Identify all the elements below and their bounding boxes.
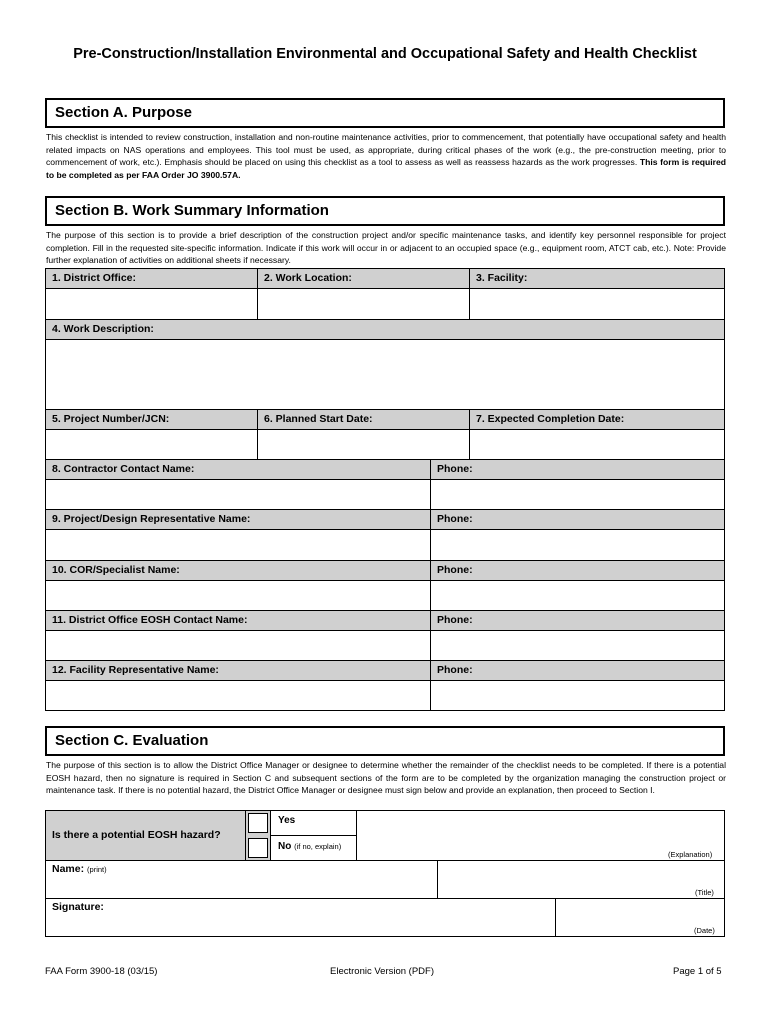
planned-start-date-field[interactable]	[257, 429, 470, 460]
contractor-contact-field[interactable]	[45, 479, 431, 510]
eosh-contact-label: 11. District Office EOSH Contact Name:	[45, 610, 431, 631]
no-label: No	[278, 841, 292, 852]
no-label-group	[278, 841, 341, 852]
section-a-text	[46, 131, 726, 181]
project-rep-phone-label: Phone:	[430, 509, 725, 530]
yes-label: Yes	[278, 815, 296, 826]
page-number: Page 1 of 5	[673, 966, 722, 977]
eosh-contact-field[interactable]	[45, 630, 431, 661]
facility-field[interactable]	[469, 288, 725, 320]
work-location-label: 2. Work Location:	[257, 268, 470, 289]
eosh-phone-label: Phone:	[430, 610, 725, 631]
cor-phone-label: Phone:	[430, 560, 725, 581]
facility-rep-phone-field[interactable]	[430, 680, 725, 711]
form-number: FAA Form 3900-18 (03/15)	[45, 966, 158, 977]
facility-label: 3. Facility:	[469, 268, 725, 289]
project-number-field[interactable]	[45, 429, 258, 460]
electronic-version: Electronic Version (PDF)	[330, 966, 435, 977]
facility-rep-label: 12. Facility Representative Name:	[45, 660, 431, 681]
planned-start-date-label: 6. Planned Start Date:	[257, 409, 470, 430]
date-caption: (Date)	[694, 926, 715, 935]
project-rep-phone-field[interactable]	[430, 529, 725, 561]
work-description-field[interactable]	[45, 339, 725, 410]
name-label: Name:	[52, 863, 85, 875]
section-c-header: Section C. Evaluation	[45, 726, 725, 756]
expected-completion-date-label: 7. Expected Completion Date:	[469, 409, 725, 430]
district-office-field[interactable]	[45, 288, 258, 320]
district-office-label: 1. District Office:	[45, 268, 258, 289]
signature-field[interactable]	[45, 898, 556, 937]
work-description-label: 4. Work Description:	[45, 319, 725, 340]
section-c-text: The purpose of this section is to allow the District Office Manager or designee to determine whether the remainder of the checklist needs to be completed. If there is a potential EOSH hazard, then no signature is required in Section C and subsequent sections of the form are to be completed by the organization managing the construction project or maintenance task. If there is no potential hazard, the District Office Manager or designee must sign below and provide an explanation, then proceed to Section I.	[46, 760, 726, 795]
no-note: (if no, explain)	[294, 842, 342, 851]
name-note: (print)	[87, 865, 107, 874]
no-checkbox[interactable]	[248, 838, 268, 858]
contractor-phone-field[interactable]	[430, 479, 725, 510]
yes-checkbox[interactable]	[248, 813, 268, 833]
project-rep-label: 9. Project/Design Representative Name:	[45, 509, 431, 530]
section-b-header: Section B. Work Summary Information	[45, 196, 725, 226]
signature-label: Signature:	[52, 901, 104, 913]
eosh-phone-field[interactable]	[430, 630, 725, 661]
explanation-caption: (Explanation)	[668, 850, 713, 859]
cor-specialist-label: 10. COR/Specialist Name:	[45, 560, 431, 581]
section-a-header: Section A. Purpose	[45, 98, 725, 128]
page-title: Pre-Construction/Installation Environmental and Occupational Safety and Health Checklist	[73, 46, 697, 62]
contractor-contact-label: 8. Contractor Contact Name:	[45, 459, 431, 480]
section-a-requirement: This form is required to be completed as per FAA Order JO 3900.57A.	[46, 157, 726, 180]
project-number-label: 5. Project Number/JCN:	[45, 409, 258, 430]
hazard-question: Is there a potential EOSH hazard?	[52, 829, 221, 841]
facility-rep-phone-label: Phone:	[430, 660, 725, 681]
project-rep-field[interactable]	[45, 529, 431, 561]
cor-specialist-field[interactable]	[45, 580, 431, 611]
facility-rep-field[interactable]	[45, 680, 431, 711]
title-caption: (Title)	[695, 888, 714, 897]
expected-completion-date-field[interactable]	[469, 429, 725, 460]
work-location-field[interactable]	[257, 288, 470, 320]
title-field[interactable]	[437, 860, 725, 899]
section-b-text: The purpose of this section is to provide a brief description of the construction project and/or specific maintenance tasks, and identify key personnel responsible for project completion. Fill in the requested site-specific information. Indicate if this work will occur in or adjacent to an occupied space (e.g., equipment room, ATCT cab, etc.). Note: Provide further explanation of activities on additional sheets if necessary.	[46, 230, 726, 265]
section-a-body: This checklist is intended to review construction, installation and non-routine maintenance activities, prior to commencement, that potentially have occupational safety and health related impacts on NAS operations and employees. This tool must be used, as appropriate, during critical phases of the work (e.g., the pre-construction meeting, prior to commencement of work, etc.). Emphasis should be placed on using this checklist as a tool to assess as well as reassess hazards as the work progresses.	[46, 132, 726, 167]
contractor-phone-label: Phone:	[430, 459, 725, 480]
name-label-group	[52, 863, 107, 875]
cor-phone-field[interactable]	[430, 580, 725, 611]
